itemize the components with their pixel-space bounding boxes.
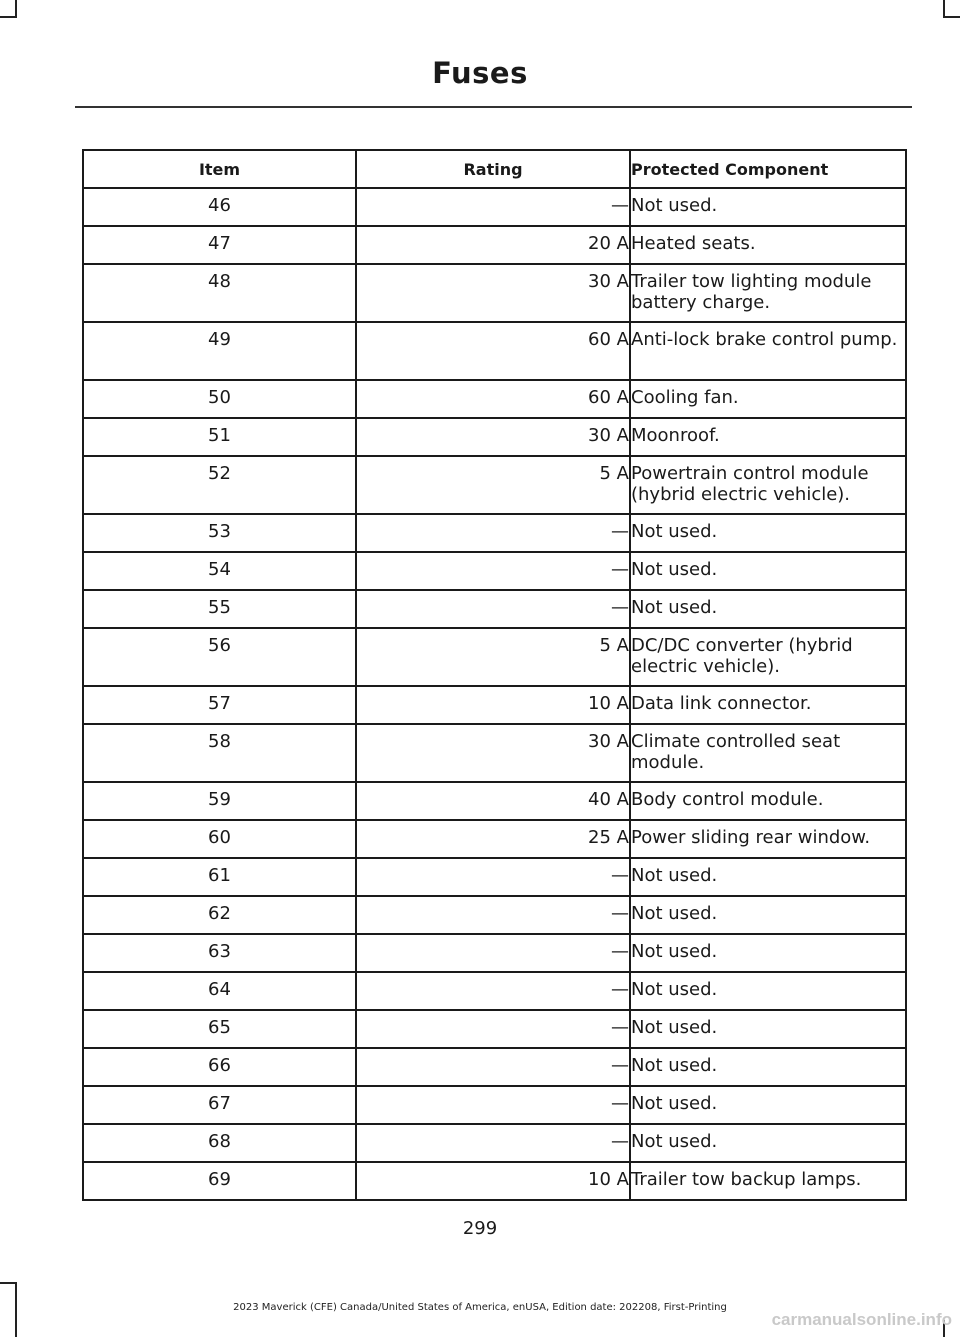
rating-cell: 10 A <box>356 686 630 724</box>
edition-footer: 2023 Maverick (CFE) Canada/United States of America, enUSA, Edition date: 202208, First-Printing <box>233 1302 727 1313</box>
component-cell: Not used. <box>630 1124 906 1162</box>
component-cell: Not used. <box>630 972 906 1010</box>
component-cell: Trailer tow backup lamps. <box>630 1162 906 1200</box>
table-row <box>83 1162 906 1200</box>
rating-cell: 30 A <box>356 264 630 322</box>
rating-cell: 60 A <box>356 380 630 418</box>
rating-cell: 20 A <box>356 226 630 264</box>
component-cell: Not used. <box>630 1086 906 1124</box>
table-row <box>83 514 906 552</box>
component-cell: Body control module. <box>630 782 906 820</box>
rating-cell: — <box>356 858 630 896</box>
component-cell: Not used. <box>630 188 906 226</box>
table-row <box>83 380 906 418</box>
item-cell: 64 <box>83 972 356 1010</box>
fuse-table <box>82 149 907 1201</box>
component-cell: Heated seats. <box>630 226 906 264</box>
item-cell: 50 <box>83 380 356 418</box>
component-cell: Climate controlled seat module. <box>630 724 906 782</box>
component-cell: Data link connector. <box>630 686 906 724</box>
table-row <box>83 188 906 226</box>
component-cell: DC/DC converter (hybrid electric vehicle). <box>630 628 906 686</box>
item-cell: 56 <box>83 628 356 686</box>
table-row <box>83 1086 906 1124</box>
rating-cell: — <box>356 896 630 934</box>
rating-cell: 10 A <box>356 1162 630 1200</box>
item-cell: 69 <box>83 1162 356 1200</box>
column-header-rating: Rating <box>356 150 630 188</box>
table-row <box>83 686 906 724</box>
item-cell: 58 <box>83 724 356 782</box>
rating-cell: — <box>356 1010 630 1048</box>
column-header-protected-component: Protected Component <box>630 150 906 188</box>
item-cell: 63 <box>83 934 356 972</box>
rating-cell: — <box>356 1048 630 1086</box>
item-cell: 67 <box>83 1086 356 1124</box>
component-cell: Moonroof. <box>630 418 906 456</box>
rating-cell: — <box>356 1086 630 1124</box>
item-cell: 61 <box>83 858 356 896</box>
crop-mark <box>0 1282 17 1284</box>
rating-cell: — <box>356 552 630 590</box>
item-cell: 66 <box>83 1048 356 1086</box>
table-row <box>83 972 906 1010</box>
component-cell: Powertrain control module (hybrid electric vehicle). <box>630 456 906 514</box>
rating-cell: 30 A <box>356 724 630 782</box>
rating-cell: 25 A <box>356 820 630 858</box>
component-cell: Not used. <box>630 590 906 628</box>
component-cell: Not used. <box>630 514 906 552</box>
component-cell: Not used. <box>630 552 906 590</box>
rating-cell: — <box>356 934 630 972</box>
table-row <box>83 858 906 896</box>
item-cell: 49 <box>83 322 356 380</box>
rating-cell: 60 A <box>356 322 630 380</box>
item-cell: 52 <box>83 456 356 514</box>
table-row <box>83 1010 906 1048</box>
item-cell: 55 <box>83 590 356 628</box>
component-cell: Power sliding rear window. <box>630 820 906 858</box>
component-cell: Not used. <box>630 896 906 934</box>
item-cell: 60 <box>83 820 356 858</box>
rating-cell: — <box>356 590 630 628</box>
rating-cell: — <box>356 188 630 226</box>
component-cell: Not used. <box>630 1010 906 1048</box>
table-row <box>83 590 906 628</box>
page-number: 299 <box>462 1218 498 1239</box>
rating-cell: — <box>356 514 630 552</box>
table-row <box>83 552 906 590</box>
table-header-row <box>83 150 906 188</box>
table-row <box>83 418 906 456</box>
item-cell: 65 <box>83 1010 356 1048</box>
crop-mark <box>0 16 17 18</box>
item-cell: 54 <box>83 552 356 590</box>
rating-cell: 5 A <box>356 628 630 686</box>
item-cell: 62 <box>83 896 356 934</box>
rating-cell: — <box>356 972 630 1010</box>
table-row <box>83 724 906 782</box>
component-cell: Trailer tow lighting module battery charge. <box>630 264 906 322</box>
item-cell: 48 <box>83 264 356 322</box>
item-cell: 46 <box>83 188 356 226</box>
item-cell: 53 <box>83 514 356 552</box>
table-row <box>83 322 906 380</box>
item-cell: 68 <box>83 1124 356 1162</box>
title-divider <box>75 106 912 108</box>
item-cell: 47 <box>83 226 356 264</box>
item-cell: 51 <box>83 418 356 456</box>
watermark: carmanualsonline.info <box>771 1310 952 1329</box>
component-cell: Anti-lock brake control pump. <box>630 322 906 380</box>
table-row <box>83 896 906 934</box>
component-cell: Not used. <box>630 934 906 972</box>
item-cell: 57 <box>83 686 356 724</box>
table-row <box>83 456 906 514</box>
table-row <box>83 226 906 264</box>
rating-cell: 5 A <box>356 456 630 514</box>
rating-cell: 30 A <box>356 418 630 456</box>
table-row <box>83 820 906 858</box>
column-header-item: Item <box>83 150 356 188</box>
item-cell: 59 <box>83 782 356 820</box>
component-cell: Not used. <box>630 858 906 896</box>
component-cell: Not used. <box>630 1048 906 1086</box>
table-row <box>83 628 906 686</box>
page-title: Fuses <box>432 56 528 90</box>
table-row <box>83 264 906 322</box>
table-row <box>83 1048 906 1086</box>
crop-mark <box>943 16 960 18</box>
table-row <box>83 782 906 820</box>
table-row <box>83 934 906 972</box>
table-row <box>83 1124 906 1162</box>
rating-cell: — <box>356 1124 630 1162</box>
rating-cell: 40 A <box>356 782 630 820</box>
component-cell: Cooling fan. <box>630 380 906 418</box>
